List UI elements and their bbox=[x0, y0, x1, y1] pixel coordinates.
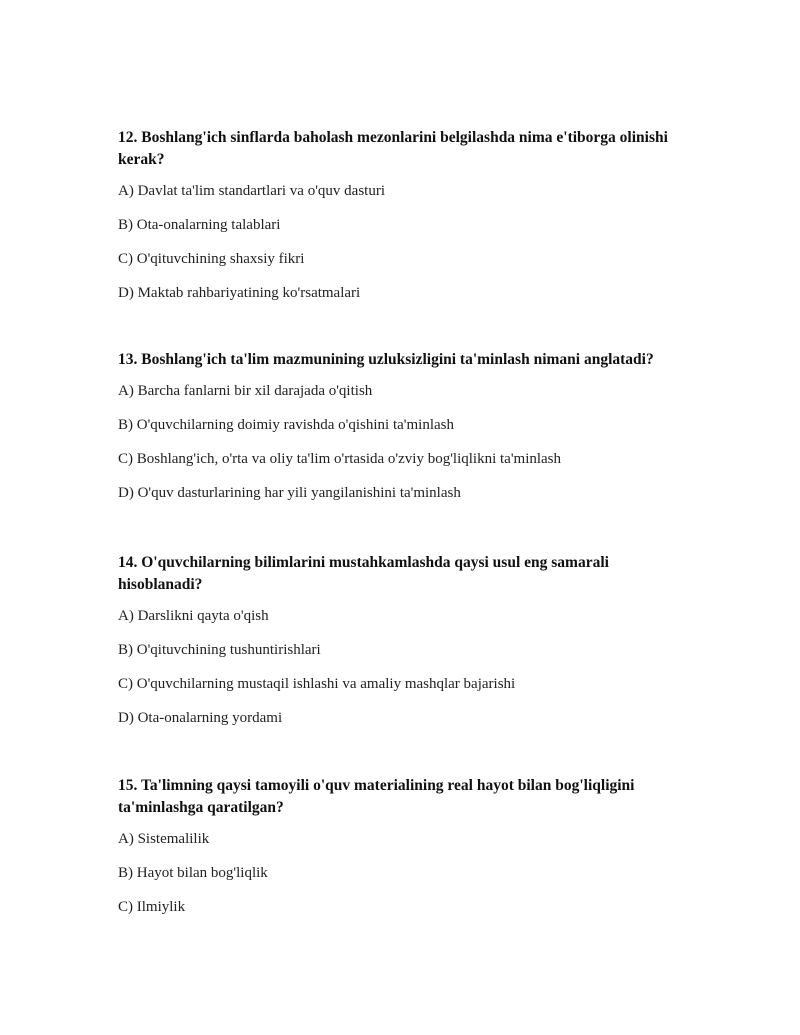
answer-option-c: C) O'qituvchining shaxsiy fikri bbox=[118, 251, 305, 267]
question-15 bbox=[118, 775, 688, 931]
answer-option-b: B) Ota-onalarning talablari bbox=[118, 217, 281, 233]
answer-option-a: A) Barcha fanlarni bir xil darajada o'qitish bbox=[118, 383, 373, 399]
answer-option-c: C) Ilmiylik bbox=[118, 899, 186, 915]
answer-option-d: D) Ota-onalarning yordami bbox=[118, 710, 283, 726]
answer-option-a: A) Davlat ta'lim standartlari va o'quv dasturi bbox=[118, 183, 385, 199]
answer-option-b: B) O'quvchilarning doimiy ravishda o'qishini ta'minlash bbox=[118, 417, 454, 433]
question-title: 12. Boshlang'ich sinflarda baholash mezonlarini belgilashda nima e'tiborga olinishi kerak? bbox=[118, 129, 668, 168]
question-13 bbox=[118, 349, 688, 517]
answer-option-b: B) Hayot bilan bog'liqlik bbox=[118, 865, 268, 881]
question-title: 13. Boshlang'ich ta'lim mazmunining uzluksizligini ta'minlash nimani anglatadi? bbox=[118, 351, 654, 368]
answer-option-d: D) O'quv dasturlarining har yili yangilanishini ta'minlash bbox=[118, 485, 461, 501]
question-14 bbox=[118, 552, 688, 742]
answer-option-a: A) Darslikni qayta o'qish bbox=[118, 608, 269, 624]
answer-option-d: D) Maktab rahbariyatining ko'rsatmalari bbox=[118, 285, 361, 301]
answer-option-b: B) O'qituvchining tushuntirishlari bbox=[118, 642, 321, 658]
question-12 bbox=[118, 127, 688, 317]
question-title: 15. Ta'limning qaysi tamoyili o'quv materialining real hayot bilan bog'liqligini ta'minlashga qaratilgan? bbox=[118, 777, 635, 816]
question-title: 14. O'quvchilarning bilimlarini mustahkamlashda qaysi usul eng samarali hisoblanadi? bbox=[118, 554, 609, 593]
answer-option-c: C) O'quvchilarning mustaqil ishlashi va amaliy mashqlar bajarishi bbox=[118, 676, 516, 692]
answer-option-c: C) Boshlang'ich, o'rta va oliy ta'lim o'rtasida o'zviy bog'liqlikni ta'minlash bbox=[118, 451, 562, 467]
answer-option-a: A) Sistemalilik bbox=[118, 831, 210, 847]
